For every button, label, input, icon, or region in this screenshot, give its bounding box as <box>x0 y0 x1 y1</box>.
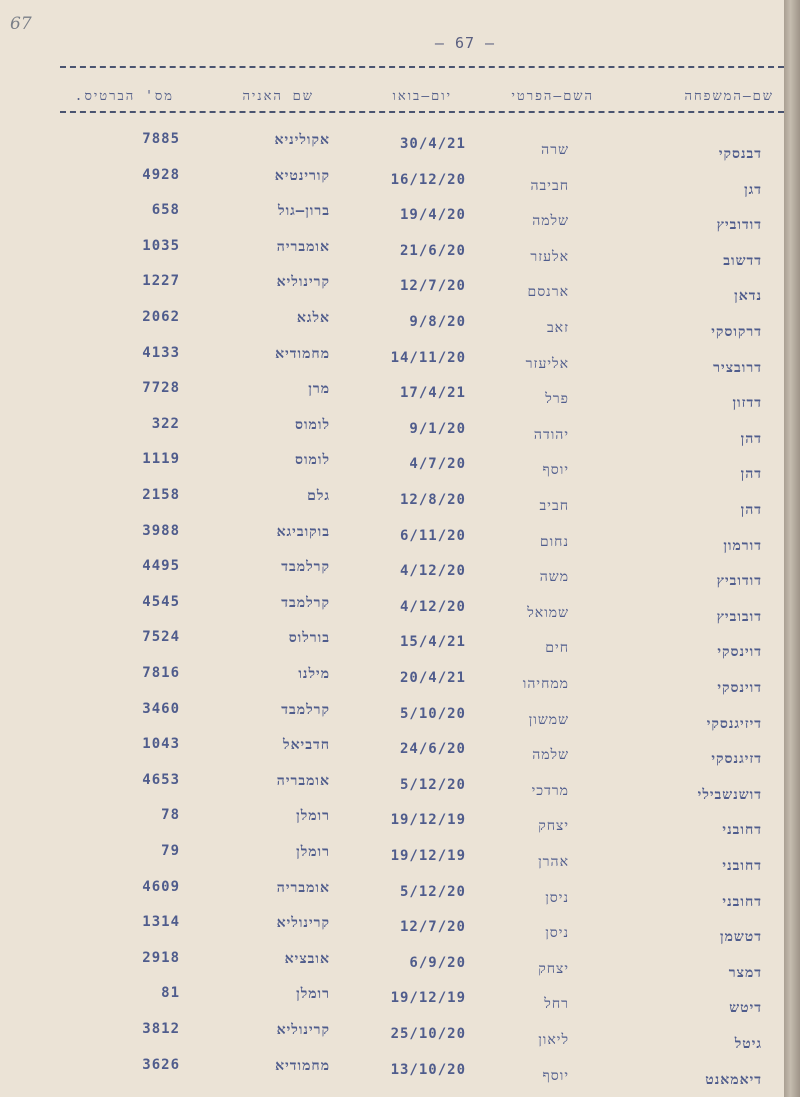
cert-number: 7885 <box>142 131 180 147</box>
cert-number: 78 <box>161 807 180 824</box>
arrival-date: 20/4/21 <box>399 670 466 686</box>
first-name: יצחק <box>538 960 569 977</box>
typed-page-number: – 67 – <box>434 34 496 52</box>
first-name: אהרן <box>538 854 569 870</box>
header-arrival-date: יום–בואו <box>392 89 452 104</box>
arrival-date: 4/7/20 <box>409 456 466 473</box>
cert-number: 1035 <box>142 237 180 254</box>
surname: דרקוסקי <box>711 324 762 340</box>
first-name: זאב <box>546 320 569 336</box>
ship-name: אומבריה <box>276 238 330 255</box>
page-edge <box>784 0 800 1097</box>
arrival-date: 21/6/20 <box>399 242 466 259</box>
ship-name: לומוס <box>295 416 330 433</box>
cert-number: 7816 <box>142 665 180 681</box>
cert-number: 7524 <box>142 629 180 646</box>
cert-number: 2918 <box>142 949 180 966</box>
surname: דחובני <box>722 893 762 910</box>
ship-name: מרן <box>308 381 330 398</box>
header-cert-number: מס' הברטיס. <box>74 89 174 104</box>
arrival-date: 12/7/20 <box>399 278 466 295</box>
first-name: שמואל <box>527 604 569 621</box>
surname: דחובני <box>722 858 762 874</box>
surname: דיטש <box>729 1000 762 1017</box>
first-name: חביב <box>539 498 569 514</box>
surname: דיאמאנט <box>705 1071 762 1088</box>
cert-number: 4653 <box>142 771 180 788</box>
first-name: מרדכי <box>531 782 569 799</box>
surname: דבנסקי <box>718 146 762 162</box>
cert-number: 4609 <box>142 878 180 895</box>
ship-name: גלם <box>307 488 330 504</box>
cert-number: 1227 <box>142 273 180 290</box>
cert-number: 322 <box>151 415 180 432</box>
surname: דוינסקי <box>717 644 762 661</box>
arrival-date: 5/12/20 <box>399 883 466 900</box>
cert-number: 3812 <box>142 1021 180 1037</box>
arrival-date: 19/12/19 <box>390 848 466 864</box>
surname: דהן <box>740 502 762 518</box>
ship-name: לומוס <box>295 452 330 469</box>
ship-name: מחמודיא <box>275 1057 330 1074</box>
arrival-date: 9/1/20 <box>409 420 466 437</box>
first-name: אליעזר <box>525 355 569 372</box>
arrival-date: 24/6/20 <box>399 741 466 758</box>
surname: דזיגנסקי <box>711 751 762 768</box>
ship-name: קורינטיא <box>274 167 330 184</box>
arrival-date: 19/4/20 <box>399 207 466 224</box>
surname: דהן <box>740 466 762 483</box>
cert-number: 7728 <box>142 380 180 397</box>
surname: דמצר <box>728 964 762 981</box>
arrival-date: 5/12/20 <box>399 776 466 793</box>
first-name: רחל <box>544 996 569 1013</box>
surname: גיטל <box>734 1036 762 1052</box>
first-name: יהודה <box>533 426 569 443</box>
surname: דגן <box>744 181 762 198</box>
cert-number: 1119 <box>142 451 180 468</box>
first-name: חים <box>545 640 569 657</box>
cert-number: 79 <box>161 843 180 859</box>
arrival-date: 15/4/21 <box>399 634 466 651</box>
first-name: יוסף <box>542 462 569 479</box>
ship-name: חדביאל <box>283 737 330 754</box>
arrival-date: 14/11/20 <box>390 349 466 366</box>
ship-name: אומבריה <box>276 879 330 896</box>
surname: דורמון <box>723 537 762 554</box>
cert-number: 4928 <box>142 166 180 183</box>
surname: דוינסקי <box>717 680 762 696</box>
ship-name: אקוליניא <box>274 132 330 148</box>
cert-number: 2062 <box>142 309 180 325</box>
first-name: יוסף <box>542 1067 569 1084</box>
first-name: אלעזר <box>530 248 569 265</box>
surname: דדשוב <box>723 252 762 269</box>
first-name: ניסן <box>545 925 569 942</box>
arrival-date: 13/10/20 <box>390 1061 466 1078</box>
first-name: שרה <box>541 142 569 158</box>
header-ship-name: שם האניה <box>242 89 314 104</box>
ship-name: בורלוס <box>288 630 330 647</box>
first-name: ניסן <box>545 889 569 906</box>
ship-name: ברון–גול <box>278 203 330 220</box>
cert-number: 2158 <box>142 487 180 503</box>
cert-number: 3460 <box>142 700 180 717</box>
surname: דהן <box>740 430 762 447</box>
surname: דודוביץ <box>716 573 762 590</box>
header-surname: שם–המשפחה <box>684 89 774 104</box>
first-name: ליאון <box>538 1032 569 1048</box>
ship-name: אומבריה <box>276 772 330 789</box>
surname: דדזון <box>732 395 762 412</box>
ship-name: רומלן <box>296 986 330 1003</box>
first-name: שלמה <box>532 747 569 764</box>
surname: דודוביץ <box>716 217 762 234</box>
cert-number: 4495 <box>142 558 180 575</box>
surname: דחובני <box>722 822 762 839</box>
ship-name: מילנו <box>298 666 330 682</box>
first-name: חביבה <box>530 177 569 194</box>
surname: דיזיגנסקי <box>706 715 762 732</box>
cert-number: 81 <box>161 985 180 1002</box>
first-name: שלמה <box>532 213 569 230</box>
ship-name: קרלמבד <box>281 559 330 576</box>
arrival-date: 17/4/21 <box>399 385 466 402</box>
arrival-date: 9/8/20 <box>409 314 466 330</box>
arrival-date: 12/7/20 <box>399 919 466 936</box>
arrival-date: 6/11/20 <box>399 527 466 544</box>
arrival-date: 6/9/20 <box>409 954 466 971</box>
arrival-date: 4/12/20 <box>399 563 466 580</box>
surname: דרובציר <box>713 359 762 376</box>
first-name: ארנסם <box>527 284 569 301</box>
first-name: שמשון <box>528 711 569 728</box>
cert-number: 658 <box>151 202 180 219</box>
arrival-date: 12/8/20 <box>399 492 466 508</box>
ship-name: אובציא <box>284 950 330 967</box>
surname: דושנשבילי <box>697 786 762 803</box>
handwritten-page-number: 67 <box>10 14 32 34</box>
cert-number: 4545 <box>142 593 180 610</box>
arrival-date: 19/12/19 <box>390 812 466 829</box>
ship-name: קרלמבד <box>281 594 330 611</box>
cert-number: 3988 <box>142 522 180 539</box>
ship-name: אלגא <box>296 310 330 326</box>
surname: דטשמן <box>720 929 762 946</box>
first-name: פרל <box>545 391 569 408</box>
ship-name: קרינוליא <box>276 1022 330 1038</box>
ship-name: קרינוליא <box>276 274 330 291</box>
arrival-date: 25/10/20 <box>390 1026 466 1042</box>
first-name: משה <box>539 569 569 586</box>
ship-name: בוקוביגא <box>276 523 330 540</box>
surname: נדאן <box>734 288 762 305</box>
cert-number: 1043 <box>142 736 180 753</box>
surname: דובוביץ <box>716 608 762 625</box>
ship-name: רומלן <box>296 844 330 860</box>
arrival-date: 16/12/20 <box>390 171 466 188</box>
header-first-name: השם–הפרטי <box>511 89 594 104</box>
ship-name: מחמודיא <box>275 345 330 362</box>
cert-number: 3626 <box>142 1056 180 1073</box>
cert-number: 4133 <box>142 344 180 361</box>
first-name: יצחק <box>538 818 569 835</box>
first-name: נחום <box>539 533 569 550</box>
ship-name: קרלמבד <box>281 701 330 718</box>
arrival-date: 4/12/20 <box>399 598 466 615</box>
first-name: ממחיהו <box>522 676 569 692</box>
arrival-date: 19/12/19 <box>390 990 466 1007</box>
ship-name: רומלן <box>296 808 330 825</box>
cert-number: 1314 <box>142 914 180 931</box>
arrival-date: 5/10/20 <box>399 705 466 722</box>
ship-name: קרינוליא <box>276 915 330 932</box>
arrival-date: 30/4/21 <box>399 136 466 152</box>
